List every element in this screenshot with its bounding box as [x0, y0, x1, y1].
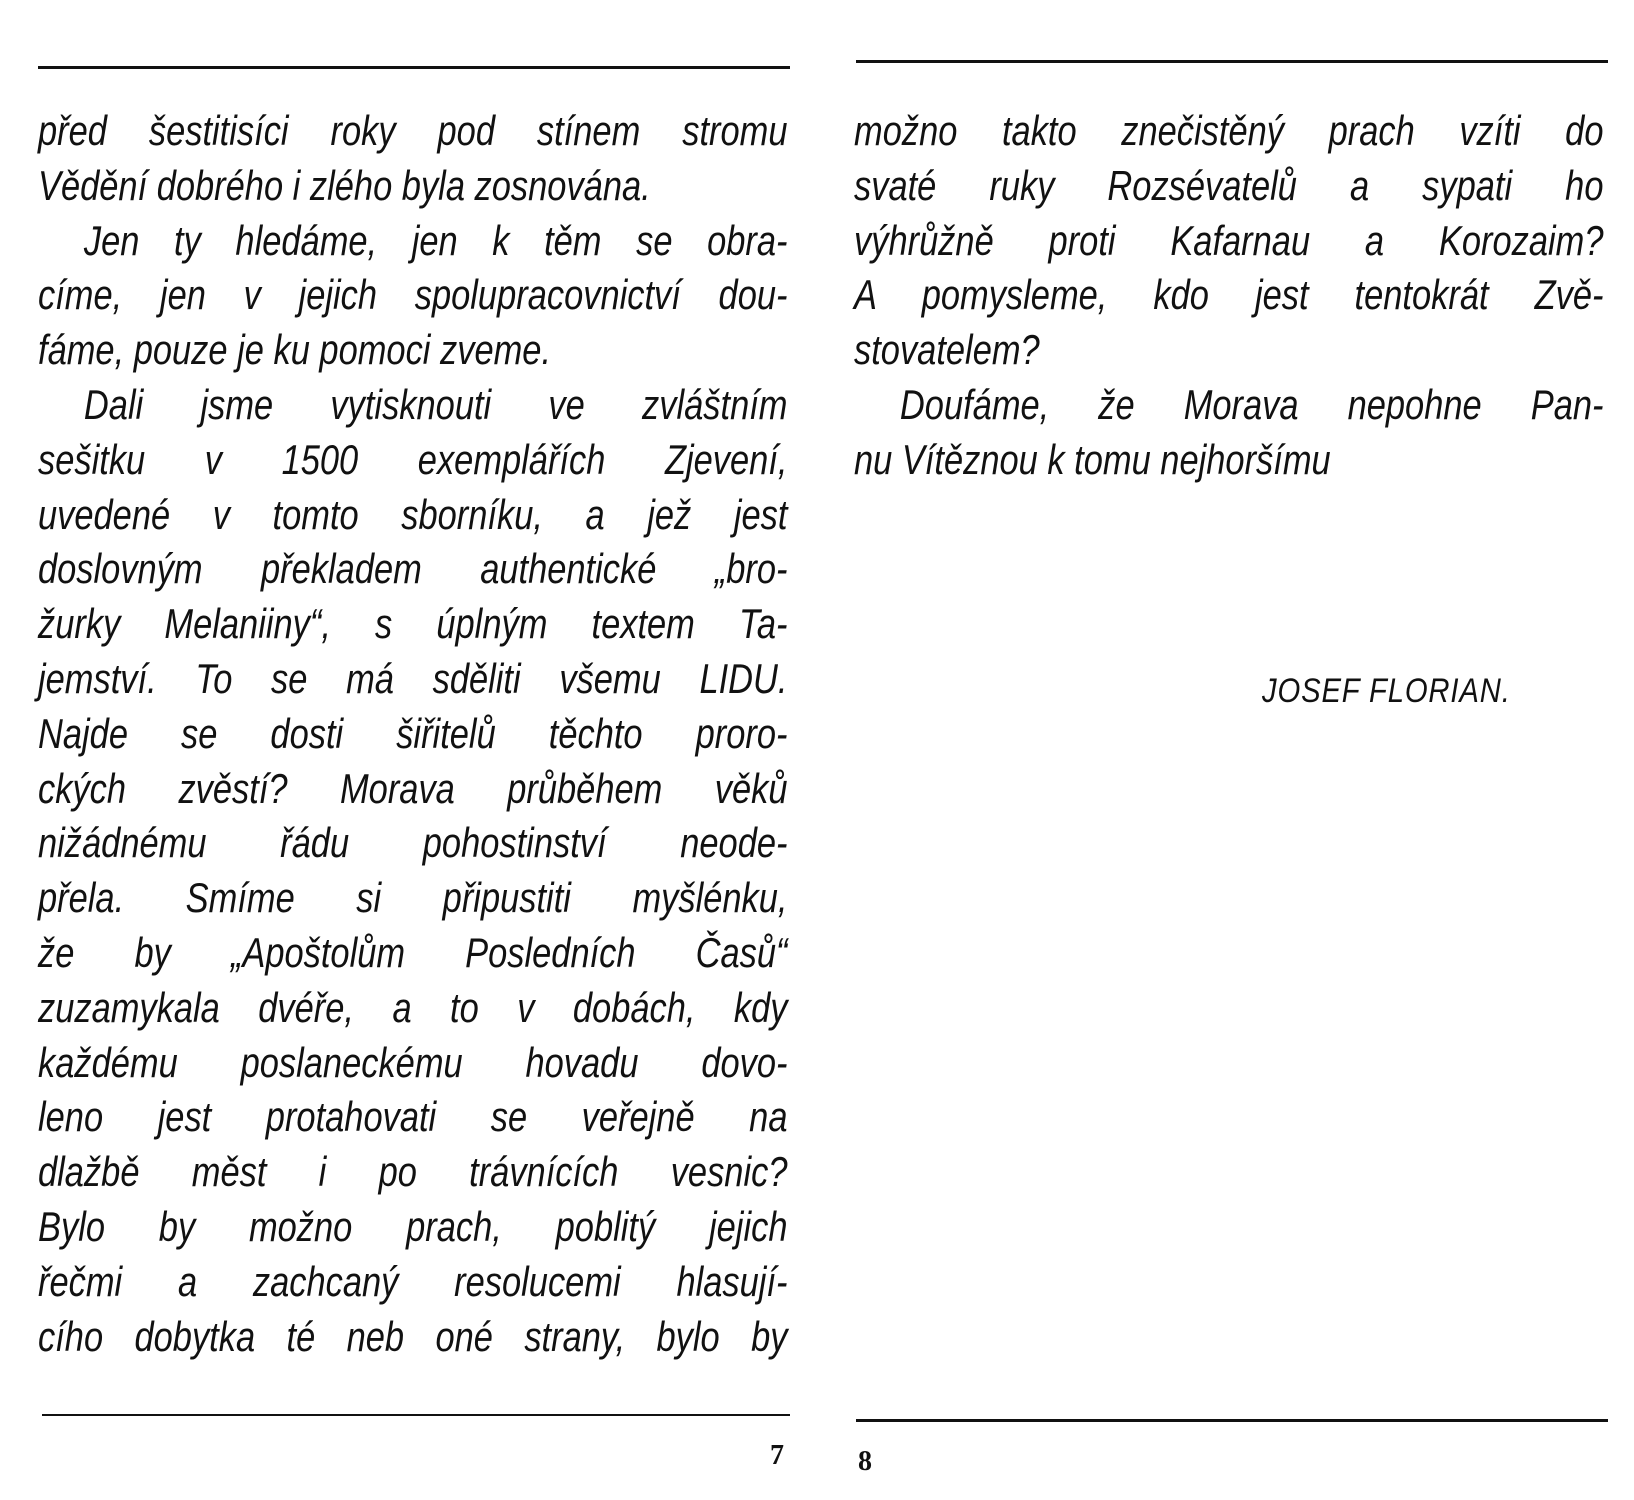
text-line: Dali jsme vytisknouti ve zvláštním	[83, 380, 788, 428]
left-page-text	[38, 104, 787, 1364]
text-line: Vědění dobrého i zlého byla zosnována.	[38, 161, 651, 209]
text-line: možno takto znečistěný prach vzíti do	[854, 107, 1604, 154]
text-line: leno jest protahovati se veřejně na	[38, 1093, 788, 1141]
text-line: před šestitisíci roky pod stínem stromu	[38, 107, 788, 154]
text-line: nižádnému řádu pohostinství neode-	[38, 819, 788, 867]
author-signature: JOSEF FLORIAN.	[1262, 672, 1511, 710]
text-line: címe, jen v jejich spolupracovnictví dou-	[38, 271, 788, 319]
page-number-left: 7	[770, 1440, 784, 1471]
text-line: stovatelem?	[854, 326, 1040, 374]
page-number-right: 8	[858, 1446, 872, 1477]
text-line: sešitku v 1500 exemplářích Zjevení,	[38, 435, 788, 483]
text-line: zuzamykala dvéře, a to v dobách, kdy	[38, 983, 788, 1031]
text-line: A pomysleme, kdo jest tentokrát Zvě-	[854, 271, 1604, 319]
text-line: Doufáme, že Morava nepohne Pan-	[899, 380, 1604, 428]
text-line: nu Vítěznou k tomu nejhoršímu	[854, 435, 1331, 483]
text-line: svaté ruky Rozsévatelů a sypati ho	[854, 161, 1604, 209]
text-line: přela. Smíme si připustiti myšlénku,	[38, 874, 788, 922]
bottom-rule-left	[42, 1414, 790, 1416]
text-line: fáme, pouze je ku pomoci zveme.	[38, 326, 552, 374]
text-line: Najde se dosti šiřitelů těchto proro-	[38, 709, 788, 757]
text-line: že by „Apoštolům Posledních Časů“	[38, 928, 788, 976]
text-line: ckých zvěstí? Morava průběhem věků	[38, 764, 788, 812]
text-line: každému poslaneckému hovadu dovo-	[38, 1038, 788, 1086]
text-line: žurky Melaniiny“, s úplným textem Ta-	[38, 600, 788, 648]
text-line: Bylo by možno prach, poblitý jejich	[38, 1202, 788, 1250]
text-line: Jen ty hledáme, jen k těm se obra-	[83, 216, 788, 264]
text-line: uvedené v tomto sborníku, a jež jest	[38, 490, 788, 538]
text-line: výhrůžně proti Kafarnau a Korozaim?	[854, 216, 1604, 264]
text-line: jemství. To se má sděliti všemu LIDU.	[38, 654, 788, 702]
right-page-text	[854, 104, 1603, 488]
bottom-rule-right	[856, 1419, 1608, 1422]
top-rule-left	[38, 66, 790, 69]
top-rule-right	[856, 60, 1608, 63]
text-line: dlažbě měst i po trávnících vesnic?	[38, 1148, 788, 1196]
text-line: řečmi a zachcaný resolucemi hlasují-	[38, 1257, 788, 1305]
text-line: doslovným překladem authentické „bro-	[38, 545, 788, 593]
text-line: cího dobytka té neb oné strany, bylo by	[38, 1312, 788, 1360]
